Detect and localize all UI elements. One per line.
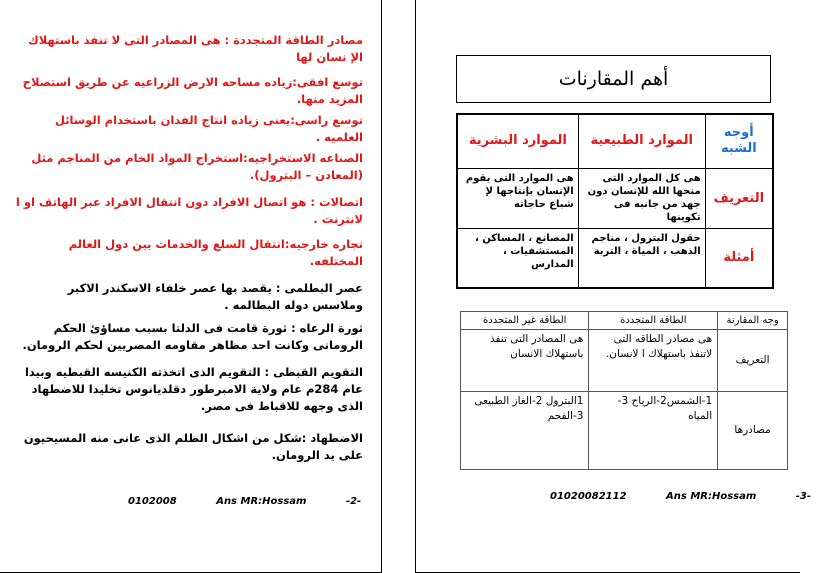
footer-page-number: -2-	[345, 496, 362, 507]
left-page	[0, 0, 382, 573]
table2-row-label: مصادرها	[718, 392, 788, 470]
definition-paragraph: اتصالات : هو اتصال الافراد دون انتقال الافراد عبر الهاتف او ا لانترنت .	[15, 195, 363, 226]
table2-header-nonrenewable: الطاقة غير المتجددة	[461, 312, 589, 330]
table1-cell: هى الموارد التى يقوم الإنسان بإنتاجها لإ شباع حاجاته	[457, 168, 578, 228]
left-footer	[128, 496, 375, 507]
comparisons-title: أهم المقارنات	[456, 55, 771, 103]
table1-row-label: أمثلة	[705, 228, 773, 288]
footer-phone: 0102008	[128, 496, 177, 507]
footer-author: Ans MR:Hossam	[216, 496, 307, 507]
resources-comparison-table	[456, 113, 774, 289]
footer-phone: 01020082112	[550, 491, 627, 502]
energy-comparison-table	[460, 311, 788, 470]
definition-paragraph: الاضطهاد :شكل من اشكال الظلم الذى عانى منه المسيحيون على يد الرومان.	[23, 431, 363, 462]
right-page	[415, 0, 812, 573]
table1-cell: حقول البترول ، مناجم الذهب ، المياة ، التربة	[578, 228, 705, 288]
table2-header-renewable: الطاقة المتجددة	[589, 312, 718, 330]
table1-header-similarity: أوجه الشبه	[705, 114, 773, 168]
definition-paragraph: توسع راسى:يعنى زياده انتاج الفدان باستخدام الوسائل العلميه .	[54, 113, 363, 144]
table1-cell: المصانع ، المساكن ، المستشفيات ، المدارس	[457, 228, 578, 288]
table2-cell: 1-الشمس2-الرياح 3-المياه	[589, 392, 718, 470]
definition-paragraph: تجاره خارجيه:انتقال السلع والخدمات بين دول العالم المختلفه.	[68, 237, 363, 268]
table1-header-human: الموارد البشرية	[457, 114, 578, 168]
table2-header-aspect: وجه المقارنة	[718, 312, 788, 330]
footer-page-number: -3-	[795, 491, 812, 502]
definition-paragraph: ثورة الرعاه : ثورة قامت فى الدلتا بسبب مساؤئ الحكم الرومانى وكانت احد مظاهر مقاومه المصريين لحكم الرومان.	[22, 321, 363, 352]
table1-row-label: التعريف	[705, 168, 773, 228]
definition-paragraph: الصناعه الاستخراجيه:استخراج المواد الخام من المناجم مثل (المعادن – البترول).	[31, 151, 363, 182]
table2-cell: هى المصادر التى تنفذ باستهلاك الانسان	[461, 330, 589, 392]
definition-paragraph: توسع افقى:زياده مساحه الارض الزراعيه عن طريق استصلاح المزيد منها.	[22, 75, 363, 106]
definition-paragraph: عصر البطلمى : يقصد بها عصر خلفاء الاسكندر الاكبر وملاسس دوله البطالمه .	[67, 281, 363, 312]
table2-row-label: التعريف	[718, 330, 788, 392]
definition-paragraph: التقويم القبطى : التقويم الذى اتخذته الكنيسه القبطيه وبيدا عام 284م عام ولاية الامبرطور دقلديانوس تخليدا للاضطهاد الذى وجهه للاقباط فى مصر.	[24, 365, 363, 413]
right-footer	[550, 491, 825, 502]
table1-header-natural: الموارد الطبيعية	[578, 114, 705, 168]
table1-cell: هى كل الموارد التى منحها الله للإنسان دون جهد من جانبه فى تكوينها	[578, 168, 705, 228]
table2-cell: 1البترول 2-الغاز الطبيعى 3-الفحم	[461, 392, 589, 470]
table2-cell: هى مصادر الطاقه التى لاتنفذ باستهلاك ا لانسان.	[589, 330, 718, 392]
definition-paragraph: مصادر الطاقة المتجددة : هى المصادر التى لا تنفذ باستهلاك الإ نسان لها	[28, 33, 363, 64]
footer-author: Ans MR:Hossam	[666, 491, 757, 502]
